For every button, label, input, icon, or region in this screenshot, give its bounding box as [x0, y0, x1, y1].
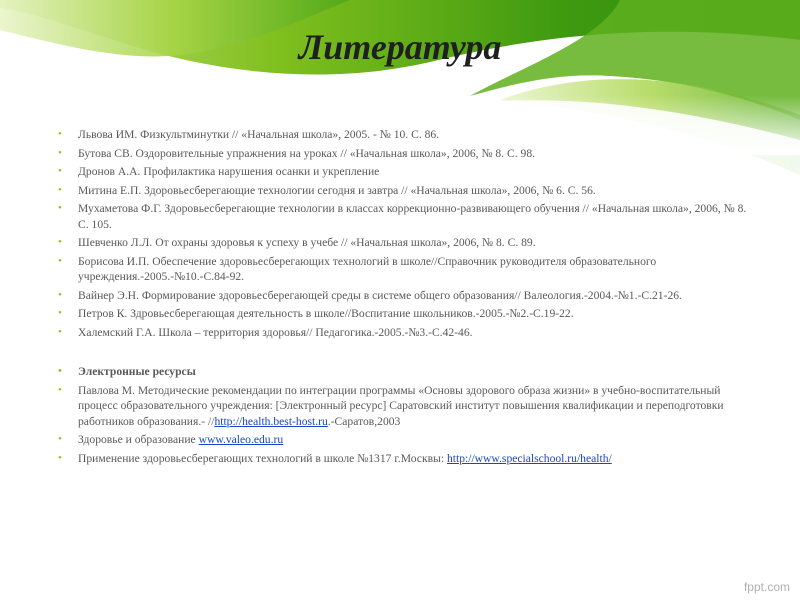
list-item	[58, 451, 748, 467]
reference-text: Львова ИМ. Физкультминутки // «Начальная школа», 2005. - № 10. С. 86.	[78, 128, 440, 141]
resource-text: Здоровье и образование	[78, 433, 199, 446]
list-item	[58, 288, 748, 304]
reference-text: Петров К. Здровьесберегающая деятельность в школе//Воспитание школьников.-2005.-№2.-С.19-22.	[78, 307, 574, 320]
list-item	[58, 235, 748, 251]
list-item	[58, 127, 748, 143]
slide-title: Литература	[298, 27, 502, 67]
bullet-icon: •	[58, 202, 62, 214]
section-gap	[58, 343, 748, 364]
reference-text: Митина Е.П. Здоровьесберегающие технологии сегодня и завтра // «Начальная школа», 2006, № 6. С. 56.	[78, 183, 596, 197]
section-heading-text: Электронные ресурсы	[78, 365, 196, 378]
bullet-icon: •	[58, 451, 62, 464]
list-item	[58, 432, 748, 448]
resource-text: Павлова М. Методические рекомендации по интеграции программы «Основы здорового образа жизни» в учебно-воспитательный процесс образовательного учреждения: [Электронный ресурс] Саратовский институт повышения квалификации и переподготовки работников образования.- //	[78, 383, 724, 428]
reference-text: Мухаметова Ф.Г. Здоровьесберегающие технологии в классах коррекционно-развивающего обучения // «Начальная школа», 2006, № 8. С. 105.	[78, 202, 747, 231]
reference-text: Халемский Г.А. Школа – территория здоровья// Педагогика.-2005.-№3.-С.42-46.	[78, 325, 473, 339]
list-item	[58, 306, 748, 322]
bullet-icon: •	[58, 288, 62, 301]
list-item	[58, 164, 748, 180]
resource-link[interactable]: www.valeo.edu.ru	[198, 433, 284, 446]
bullet-icon: •	[58, 433, 62, 445]
list-item	[58, 325, 748, 341]
bullet-icon: •	[58, 365, 62, 377]
bullet-icon: •	[58, 307, 62, 319]
reference-text: Шевченко Л.Л. От охраны здоровья к успеху в учебе // «Начальная школа», 2006, № 8. С. 89.	[78, 236, 536, 249]
resource-link[interactable]: http://www.specialschool.ru/health/	[446, 451, 612, 465]
reference-text: Вайнер Э.Н. Формирование здоровьесберегающей среды в системе общего образования// Валеология.-2004.-№1.-С.21-26.	[78, 288, 682, 302]
references-list	[58, 127, 748, 469]
resource-text-after: .-Саратов,2003	[327, 414, 401, 428]
list-item	[58, 146, 748, 162]
electronic-resources-heading	[58, 364, 748, 380]
bullet-icon: •	[58, 128, 62, 140]
resource-text: Применение здоровьесберегающих технологий в школе №1317 г.Москвы:	[78, 451, 447, 465]
bullet-icon: •	[58, 325, 62, 338]
bullet-icon: •	[58, 183, 62, 196]
list-item	[58, 183, 748, 199]
reference-text: Борисова И.П. Обеспечение здоровьесберегающих технологий в школе//Справочник руководителя образовательного учреждения.-2005.-№10.-С.84-92.	[78, 254, 657, 283]
bullet-icon: •	[58, 165, 62, 177]
bullet-icon: •	[58, 383, 62, 396]
reference-text: Бутова СВ. Оздоровительные упражнения на уроках // «Начальная школа», 2006, № 8. С. 98.	[78, 146, 536, 160]
fppt-watermark-logo: fppt.com	[743, 580, 790, 594]
reference-text: Дронов А.А. Профилактика нарушения осанки и укрепление	[78, 165, 380, 178]
list-item	[58, 254, 748, 285]
bullet-icon: •	[58, 236, 62, 248]
list-item	[58, 201, 748, 232]
resource-link[interactable]: http://health.best-host.ru	[214, 414, 328, 428]
bullet-icon: •	[58, 254, 62, 267]
list-item	[58, 383, 748, 430]
bullet-icon: •	[58, 146, 62, 159]
